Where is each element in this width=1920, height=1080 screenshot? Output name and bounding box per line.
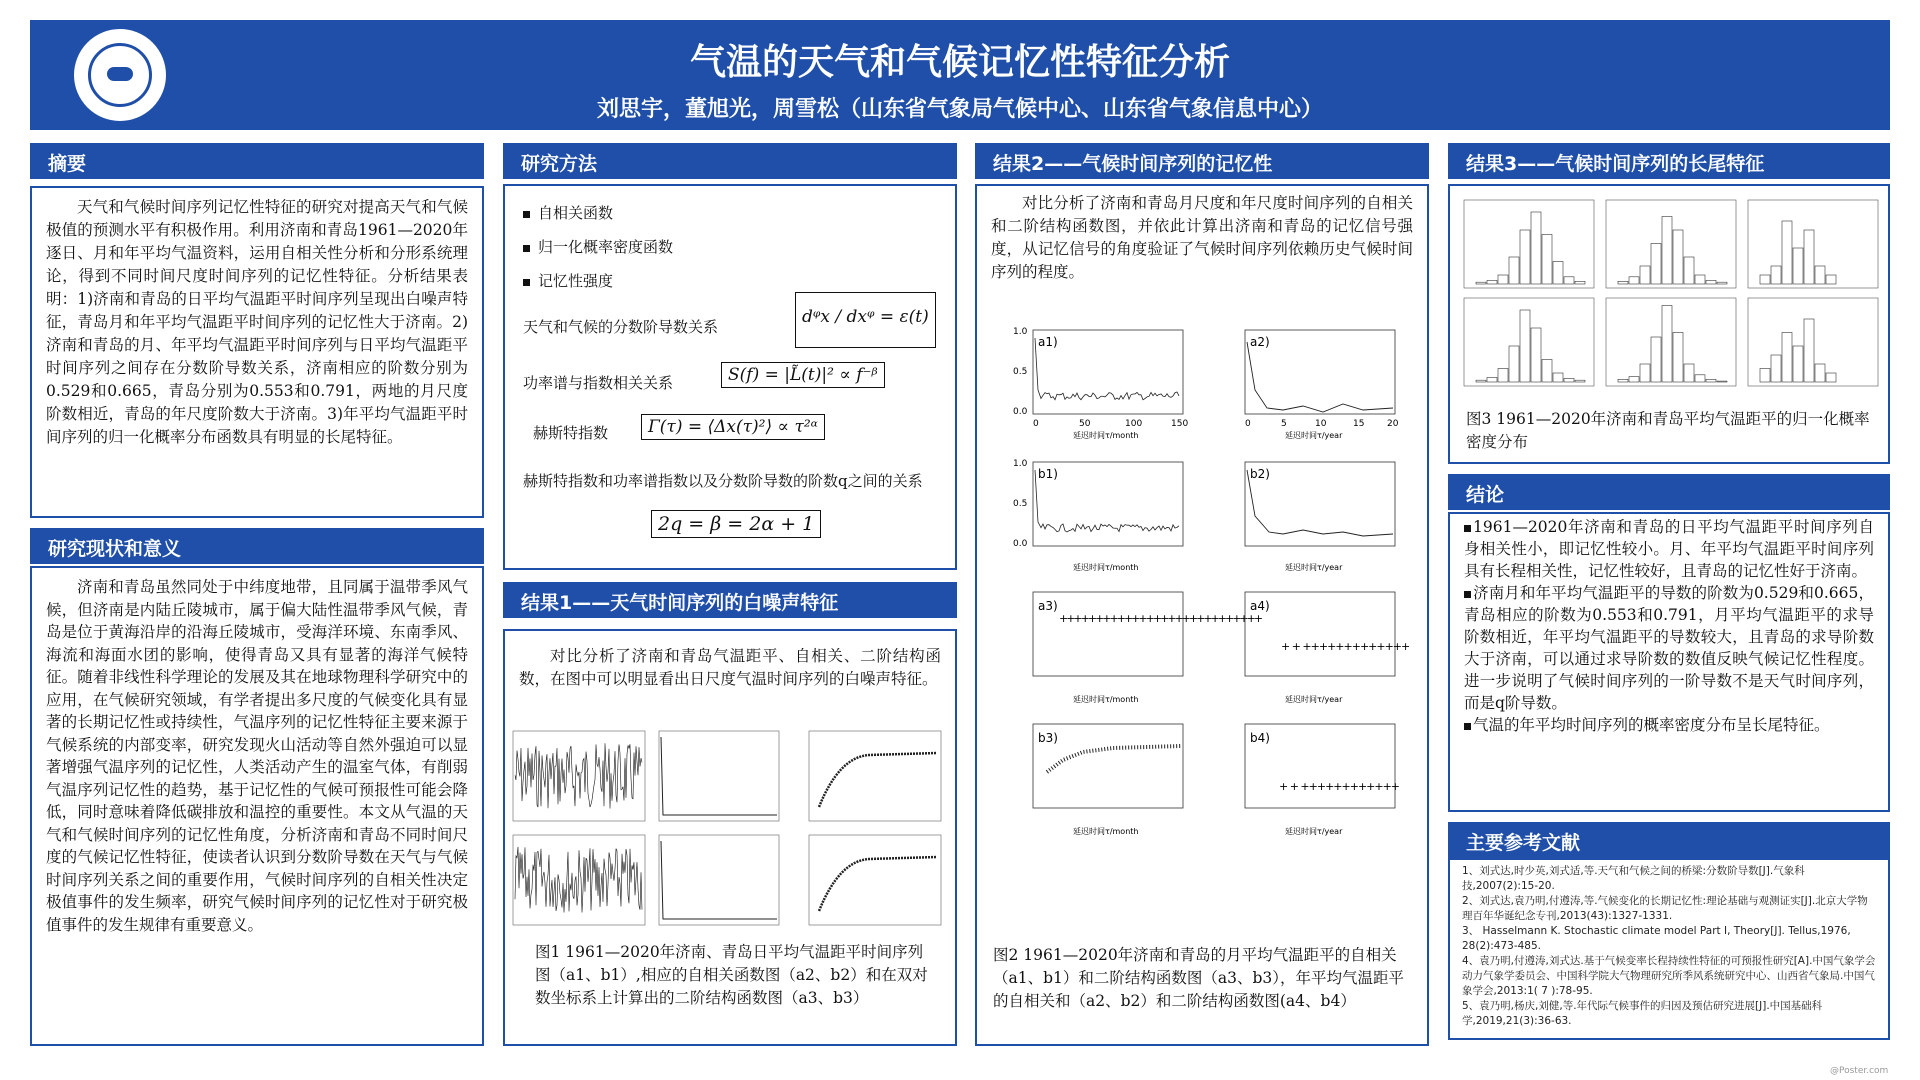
conclusion-list bbox=[1450, 514, 1888, 744]
noise-trace bbox=[515, 743, 642, 808]
tick-label: 10 bbox=[1315, 419, 1327, 429]
method-item-autocorrelation: 自相关函数 bbox=[523, 202, 613, 223]
fig3-histogram-bar bbox=[1487, 280, 1497, 284]
tick-label: 150 bbox=[1171, 419, 1189, 429]
figure3 bbox=[1456, 194, 1886, 394]
fig3-histogram-bar bbox=[1804, 230, 1814, 284]
fig3-histogram-bar bbox=[1520, 230, 1530, 284]
abstract-text: 天气和气候时间序列记忆性特征的研究对提高天气和气候极值的预测水平有积极作用。利用济南和青岛1961—2020年逐日、月和年平均气温资料，运用自相关性分析和分形系统理论，得到不同时间尺度时间序列的记忆性特征。分析结果表明：1)济南和青岛的日平均气温距平时间序列呈现出白噪声特征，青岛月和年平均气温距平时间序列的记忆性大于济南。2)济南和青岛的月、年平均气温距平时间序列与日平均气温距平时间序列之间存在分数阶导数关系，济南相应的阶数分别为0.529和0.665，青岛分别为0.553和0.791，两地的月尺度阶数相近，青岛的年尺度阶数大于济南。3)年平均气温距平时间序列的归一化概率分布函数具有明显的长尾特征。 bbox=[46, 198, 468, 446]
noise-trace bbox=[515, 847, 642, 913]
fig3-histogram-bar bbox=[1793, 346, 1803, 382]
result3-heading: 结果3——气候时间序列的长尾特征 bbox=[1448, 143, 1890, 179]
fig2-panel-a1 bbox=[1013, 327, 1188, 440]
conclusion-item: 1961—2020年济南和青岛的日平均气温距平时间序列自身相关性小，即记忆性较小。月、年平均气温距平时间序列具有长程相关性，记忆性较好，且青岛的记忆性好于济南。 bbox=[1464, 518, 1874, 580]
fig2-panel-a3 bbox=[1033, 592, 1263, 704]
methods-box bbox=[503, 184, 957, 570]
tick-label: 1.0 bbox=[1013, 327, 1028, 337]
fig3-histogram-bar bbox=[1782, 333, 1792, 383]
fig3-histogram-bar bbox=[1509, 257, 1519, 284]
fig2-a2-acf-line bbox=[1247, 342, 1393, 412]
fig3-histogram-bar bbox=[1706, 379, 1716, 382]
tick-label: 0.5 bbox=[1013, 367, 1028, 377]
axis-label: 延迟时间τ/year bbox=[1285, 431, 1343, 440]
bullet-icon bbox=[523, 279, 530, 286]
figure2 bbox=[983, 320, 1423, 910]
fig3-histogram-bar bbox=[1804, 319, 1814, 382]
axis-label: 延迟时间τ/year bbox=[1285, 563, 1343, 572]
panel-label-a2: a2) bbox=[1250, 335, 1270, 349]
fig3-histogram-bar bbox=[1498, 369, 1508, 383]
poster-authors: 刘思宇，董旭光，周雪松（山东省气象局气候中心、山东省气象信息中心） bbox=[596, 97, 1323, 122]
fig3-histogram-bar bbox=[1618, 281, 1628, 284]
fig3-histogram-bar bbox=[1553, 262, 1563, 285]
relation1-label: 天气和气候的分数阶导数关系 bbox=[523, 318, 719, 336]
fig3-histogram-bar bbox=[1575, 380, 1585, 382]
fig3-histogram-bar bbox=[1771, 355, 1781, 382]
fig3-histogram-bar bbox=[1673, 230, 1683, 284]
axis-label: 延迟时间τ/month bbox=[1073, 563, 1139, 572]
fig3-histogram-bar bbox=[1782, 221, 1792, 284]
fig3-histogram-bar bbox=[1662, 217, 1672, 285]
fig2-panel-a4 bbox=[1245, 592, 1410, 704]
result1-box bbox=[503, 629, 957, 1046]
background-heading: 研究现状和意义 bbox=[30, 528, 484, 564]
axis-label: 延迟时间τ/month bbox=[1073, 695, 1139, 704]
result3-box bbox=[1448, 184, 1890, 464]
conclusion-heading: 结论 bbox=[1448, 474, 1890, 510]
bullet-icon bbox=[523, 245, 530, 252]
fig1-b1-frame bbox=[513, 835, 645, 925]
fig3-histogram-bar bbox=[1684, 364, 1694, 382]
conclusion-box bbox=[1448, 512, 1890, 812]
panel-label-b1: b1) bbox=[1038, 467, 1058, 481]
tick-label: 0.5 bbox=[1013, 499, 1028, 509]
result2-heading: 结果2——气候时间序列的记忆性 bbox=[975, 143, 1429, 179]
axis-label: 延迟时间τ/year bbox=[1285, 695, 1343, 704]
bullet-icon bbox=[523, 211, 530, 218]
abstract-box bbox=[30, 186, 484, 518]
reference-item: 2、刘式达,袁乃明,付遵涛,等.气候变化的长期记忆性:理论基础与观测证实[J].北京大学物理百年华诞纪念专刊,2013(43):1327-1331. bbox=[1462, 895, 1868, 922]
axis-label: 延迟时间τ/month bbox=[1073, 431, 1139, 440]
fig2-panel-b1 bbox=[1013, 459, 1183, 572]
fig1-a2-acf-line bbox=[661, 737, 777, 815]
fig3-histogram-bar bbox=[1815, 364, 1825, 382]
fig3-histogram-bar bbox=[1575, 281, 1585, 284]
fig3-histogram-bar bbox=[1629, 277, 1639, 284]
watermark: @Poster.com bbox=[1830, 1066, 1889, 1076]
fig2-b3-markers bbox=[1047, 746, 1181, 772]
conclusion-item: 气温的年平均时间序列的概率密度分布呈长尾特征。 bbox=[1464, 714, 1874, 736]
figure1-caption: 图1 1961—2020年济南、青岛日平均气温距平时间序列图（a1、b1）,相应的自相关函数图（a2、b2）和在双对数坐标系上计算出的二阶结构函数图（a3、b3） bbox=[535, 943, 928, 1007]
relation3-label: 赫斯特指数 bbox=[533, 424, 609, 442]
fig3-histogram-bar bbox=[1542, 235, 1552, 285]
fig3-histogram-bar bbox=[1640, 266, 1650, 284]
tick-label: 20 bbox=[1387, 419, 1399, 429]
abstract-heading: 摘要 bbox=[30, 143, 484, 179]
panel-label-a3: a3) bbox=[1038, 599, 1058, 613]
fig1-a3-frame bbox=[809, 731, 941, 821]
fig3-histogram-bar bbox=[1618, 379, 1628, 382]
fig1-b1-series bbox=[515, 847, 642, 913]
fig3-histogram-bar bbox=[1651, 337, 1661, 382]
fig1-a2-frame bbox=[659, 731, 779, 821]
fig3-histogram-bar bbox=[1706, 280, 1716, 284]
panel-label-b2: b2) bbox=[1250, 467, 1270, 481]
fig3-histogram-bar bbox=[1793, 248, 1803, 284]
tick-label: 15 bbox=[1353, 419, 1365, 429]
tick-label: 50 bbox=[1079, 419, 1091, 429]
relation2-label: 功率谱与指数相关关系 bbox=[523, 374, 674, 392]
fig3-histogram-bar bbox=[1640, 364, 1650, 382]
bullet-icon bbox=[1464, 591, 1471, 598]
axis-label: 延迟时间τ/month bbox=[1073, 827, 1139, 836]
fig3-histogram-bar bbox=[1695, 375, 1705, 382]
fig1-a3-sf-curve bbox=[819, 753, 937, 807]
fractional-derivative-formula: dᵠx / dxᵠ = ε(t) bbox=[795, 292, 936, 348]
fig3-histogram-bar bbox=[1651, 244, 1661, 285]
figure2-caption: 图2 1961—2020年济南和青岛的月平均气温距平的自相关（a1、b1）和二阶结构函数图（a3、b3），年平均气温距平的自相关和（a2、b2）和二阶结构函数图(a4、b4） bbox=[993, 946, 1405, 1010]
axis-label: 延迟时间τ/year bbox=[1285, 827, 1343, 836]
fig1-a1-series bbox=[515, 743, 642, 808]
power-spectrum-formula: S(f) = |L̃(t)|² ∝ f⁻ᵝ bbox=[721, 362, 885, 388]
tick-label: 0.0 bbox=[1013, 407, 1028, 417]
fig3-histogram-bar bbox=[1695, 275, 1705, 284]
fig2-b4-markers: + + ++++++++++++ bbox=[1279, 780, 1400, 793]
bullet-icon bbox=[1464, 723, 1471, 730]
fig3-histogram-bar bbox=[1564, 277, 1574, 284]
fig1-b2-frame bbox=[659, 835, 779, 925]
method-item-pdf: 归一化概率密度函数 bbox=[523, 236, 673, 257]
fig3-histogram-bar bbox=[1629, 377, 1639, 382]
fig2-panel-b4 bbox=[1245, 724, 1400, 836]
references-box bbox=[1448, 858, 1890, 1040]
fig3-histogram-bar bbox=[1520, 310, 1530, 382]
fig3-histogram-bar bbox=[1509, 346, 1519, 382]
fig3-histogram-bar bbox=[1487, 378, 1497, 383]
reference-item: 5、袁乃明,杨庆,刘健,等.年代际气候事件的归因及预估研究进展[J].中国基础科学,2019,21(3):36-63. bbox=[1462, 1000, 1823, 1027]
result1-text: 对比分析了济南和青岛气温距平、自相关、二阶结构函数，在图中可以明显看出日尺度气温时间序列的白噪声特征。 bbox=[519, 647, 941, 688]
fig3-histogram-bar bbox=[1542, 360, 1552, 383]
tick-label: 0.0 bbox=[1013, 539, 1028, 549]
poster-header bbox=[30, 20, 1890, 130]
fig3-histogram-bar bbox=[1564, 378, 1574, 382]
exponent-relation-formula: 2q = β = 2α + 1 bbox=[651, 510, 821, 538]
fig3-histogram-bar bbox=[1717, 381, 1727, 382]
tick-label: 1.0 bbox=[1013, 459, 1028, 469]
bullet-icon bbox=[1464, 525, 1471, 532]
fig2-panel-b3 bbox=[1033, 724, 1183, 836]
tick-label: 0 bbox=[1245, 419, 1251, 429]
methods-heading: 研究方法 bbox=[503, 143, 957, 179]
tick-label: 5 bbox=[1281, 419, 1287, 429]
poster-title: 气温的天气和气候记忆性特征分析 bbox=[689, 42, 1230, 83]
background-text: 济南和青岛虽然同处于中纬度地带，且同属于温带季风气候，但济南是内陆丘陵城市，属于偏大陆性温带季风气候，青岛是位于黄海沿岸的沿海丘陵城市，受海洋环境、东南季风、海流和海面水团的影响，使得青岛又具有显著的海洋气候特征。随着非线性科学理论的发展及其在地球物理科学研究中的应用，在气候研究领域，有学者提出多尺度的气候变化具有显著的长期记忆性或持续性，气温序列的记忆性特征主要来源于气候系统的内部变率，研究发现火山活动等自然外强迫可以显著增强气温序列的记忆性，人类活动产生的温室气体，有削弱气温序列记忆性的趋势，基于记忆性的气候可预报性可能会降低，同时意味着降低碳排放和温控的重要性。本文从气温的天气和气候时间序列的记忆性角度，分析济南和青岛不同时间尺度的气候记忆性特征，使读者认识到分数阶导数在天气与气候时间序列关系之间的重要作用，气候时间序列的自相关性决定极值事件的发生频率，研究气候时间序列的记忆性对于研究极值事件的发生规律有重要意义。 bbox=[46, 578, 468, 934]
panel-label-b3: b3) bbox=[1038, 731, 1058, 745]
fig3-histogram-bar bbox=[1531, 212, 1541, 284]
fig3-histogram-bar bbox=[1717, 282, 1727, 284]
panel-label-b4: b4) bbox=[1250, 731, 1270, 745]
fig3-histogram-bar bbox=[1760, 369, 1770, 383]
tick-label: 100 bbox=[1125, 419, 1143, 429]
figure3-caption: 图3 1961—2020年济南和青岛平均气温距平的归一化概率密度分布 bbox=[1466, 410, 1870, 451]
reference-item: 1、刘式达,时少英,刘式适,等.天气和气候之间的桥梁:分数阶导数[J].气象科技,2007(2):15-20. bbox=[1462, 865, 1805, 892]
fig2-a3-markers: ++++++++++++++++++++++++++++ bbox=[1059, 612, 1262, 625]
figure1 bbox=[509, 727, 949, 927]
fig3-histogram-bar bbox=[1553, 373, 1563, 382]
fig2-panel-b2 bbox=[1245, 462, 1395, 572]
conclusion-item: 济南月和年平均气温距平的导数的阶数为0.529和0.665，青岛相应的阶数为0.553和0.791，月平均气温距平的求导阶数相近，年平均气温距平的导数较大，且青岛的求导阶数大于济南，可以通过求导阶数的数值反映气候记忆性程度。进一步说明了气候时间序列的一阶导数不是天气时间序列，而是q阶导数。 bbox=[1464, 584, 1874, 712]
fig3-histogram-bar bbox=[1760, 275, 1770, 284]
fig3-histogram-bar bbox=[1826, 373, 1836, 382]
fig1-b2-acf-line bbox=[661, 841, 777, 919]
tick-label: 0 bbox=[1033, 419, 1039, 429]
fig3-histogram-bar bbox=[1815, 266, 1825, 284]
fig3-histogram-bar bbox=[1476, 380, 1486, 382]
reference-item: 4、袁乃明,付遵涛,刘式达.基于气候变率长程持续性特征的可预报性研究[A].中国气象学会动力气象学委员会、中国科学院大气物理研究所季风系统研究中心、山西省气象局.中国气象学会,2013:1( 7 ):78-95. bbox=[1462, 955, 1876, 997]
hurst-formula: Γ(τ) = ⟨Δx(τ)²⟩ ∝ τ²ᵅ bbox=[641, 414, 825, 440]
fig3-histogram-bar bbox=[1673, 333, 1683, 383]
fig3-histogram-bar bbox=[1662, 306, 1672, 383]
result1-heading: 结果1——天气时间序列的白噪声特征 bbox=[503, 582, 957, 618]
background-box bbox=[30, 566, 484, 1046]
panel-label-a4: a4) bbox=[1250, 599, 1270, 613]
fig3-histogram-bar bbox=[1684, 257, 1694, 284]
fig3-histogram-bar bbox=[1531, 328, 1541, 382]
panel-label-a1: a1) bbox=[1038, 335, 1058, 349]
fig3-histogram-bar bbox=[1476, 282, 1486, 284]
result2-box bbox=[975, 184, 1429, 1046]
fig3-histogram-bar bbox=[1498, 275, 1508, 284]
fig1-b3-sf-curve bbox=[819, 857, 937, 911]
relation4-label: 赫斯特指数和功率谱指数以及分数阶导数的阶数q之间的关系 bbox=[523, 472, 923, 490]
fig3-histogram-bar bbox=[1771, 266, 1781, 284]
fig2-a4-markers: + + +++++++++++++ bbox=[1281, 640, 1410, 653]
fig2-panel-a2 bbox=[1245, 330, 1399, 440]
method-item-memory: 记忆性强度 bbox=[523, 270, 613, 291]
reference-item: 3、 Hasselmann K. Stochastic climate model Part I, Theory[J]. Tellus,1976, 28(2):473-485. bbox=[1462, 925, 1851, 952]
fig3-histogram-bar bbox=[1826, 275, 1836, 284]
result2-text: 对比分析了济南和青岛月尺度和年尺度时间序列的自相关和二阶结构函数图，并依此计算出济南和青岛的记忆信号强度，从记忆信号的角度验证了气候时间序列依赖历史气候时间序列的程度。 bbox=[991, 194, 1413, 281]
references-heading: 主要参考文献 bbox=[1448, 822, 1890, 858]
fig1-b3-frame bbox=[809, 835, 941, 925]
